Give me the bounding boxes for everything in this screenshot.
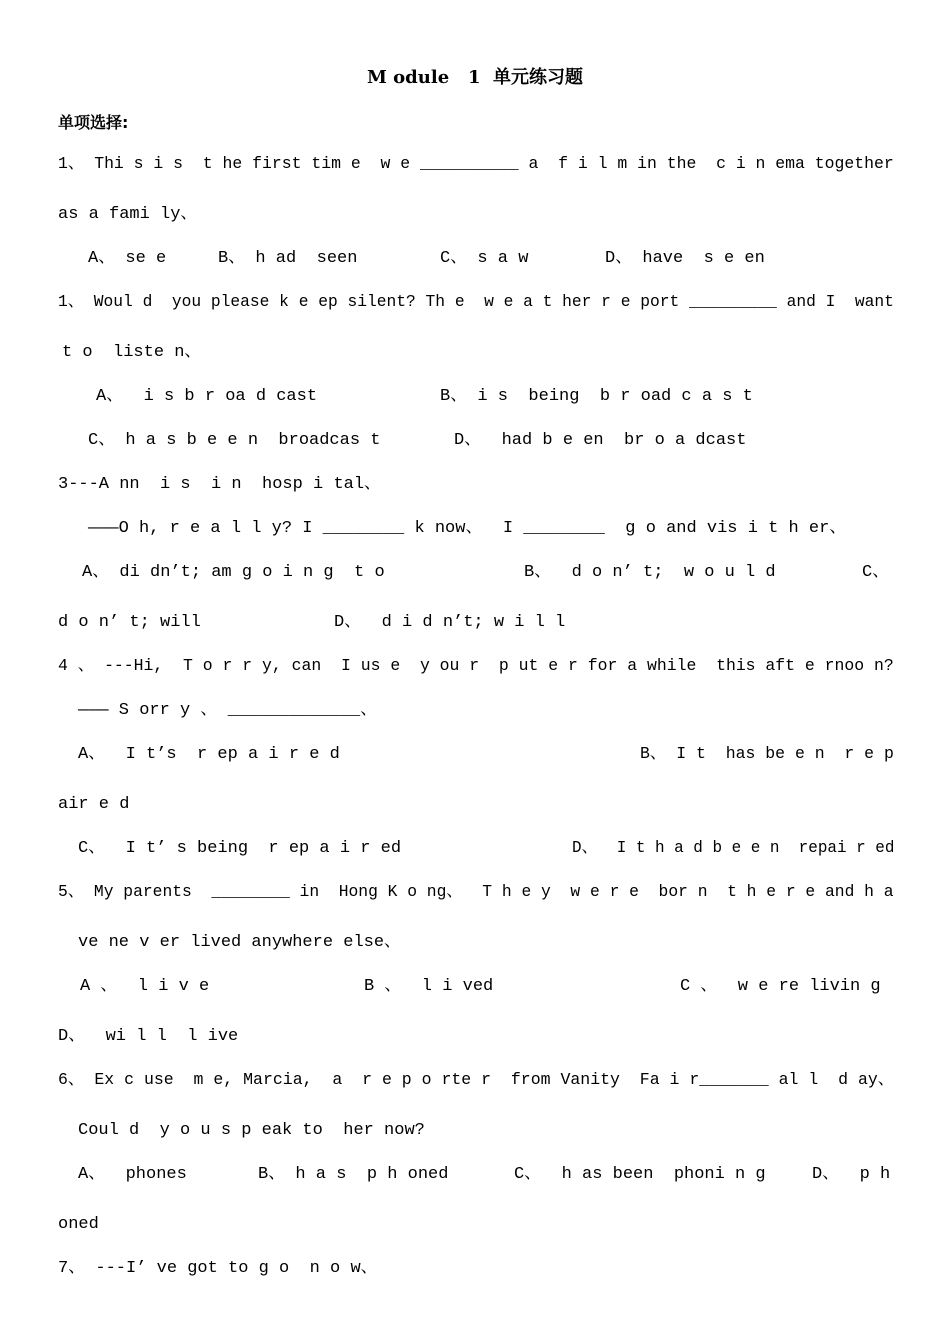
option-b: B、 d o n’ t; w o u l d (524, 563, 776, 582)
question-text: 1、 Thi s i s t he first tim e w e __________ a f i l m in the c i n ema together (58, 155, 894, 174)
option-d-text: oned (58, 1215, 99, 1234)
option-d: D、 p h (812, 1165, 891, 1184)
question-text: as a fami ly、 (58, 205, 198, 224)
option-c-text: d o n’ t; will (58, 613, 201, 632)
option-a: A、 I t’s r ep a i r e d (78, 745, 340, 764)
option-c: C、 h as been phoni n g (514, 1165, 766, 1184)
option-c: C、 I t’ s being r ep a i r ed (78, 839, 402, 858)
question-text: t o liste n、 (62, 343, 202, 362)
question-1-continued (0, 203, 950, 227)
question-4 (0, 655, 950, 679)
option-a: A、 i s b r oa d cast (96, 387, 318, 406)
question-1 (0, 153, 950, 177)
question-text: 7、 ---I’ ve got to g o n o w、 (58, 1259, 378, 1278)
question-5-options-continued (0, 1025, 950, 1049)
option-d: D、 had b e en br o a dcast (454, 431, 747, 450)
question-2-continued (0, 341, 950, 365)
question-text: 4 、 ---Hi, T o r r y, can I us e y ou r p ut e r for a while this aft e rnoo n? (58, 657, 894, 676)
question-4-options-row-2 (0, 837, 950, 861)
question-text: Coul d y o u s p eak to her now? (78, 1121, 425, 1140)
option-a: A 、 l i v e (80, 977, 210, 996)
question-text: ——— S orr y 、 _____________、 (78, 701, 378, 720)
question-text: ———O h, r e a l l y? I ________ k now、 I ________ g o and vis i t h er、 (88, 519, 847, 538)
question-text: 1、 Woul d you please k e ep silent? Th e w e a t her r e port _________ and I want (58, 293, 894, 312)
question-3-options (0, 561, 950, 585)
question-2 (0, 291, 950, 315)
question-6-continued (0, 1119, 950, 1143)
question-6-options-continued (0, 1213, 950, 1237)
option-d: D、 wi l l l ive (58, 1027, 239, 1046)
question-6-options (0, 1163, 950, 1187)
option-d: D、 have s e en (605, 249, 765, 268)
question-7 (0, 1257, 950, 1281)
question-5-continued (0, 931, 950, 955)
option-b: B、 h ad seen (218, 249, 358, 268)
question-text: ve ne v er lived anywhere else、 (78, 933, 402, 952)
question-4-options-row-1 (0, 743, 950, 767)
question-3-options-continued (0, 611, 950, 635)
question-5 (0, 881, 950, 905)
question-5-options (0, 975, 950, 999)
question-2-options-row-2 (0, 429, 950, 453)
option-a: A、 phones (78, 1165, 187, 1184)
option-c: C 、 w e re livin g (680, 977, 881, 996)
option-a: A、 di dn’t; am g o i n g t o (82, 563, 385, 582)
page-title: M odule 1 单元练习题 (366, 67, 584, 88)
question-text: 6、 Ex c use m e, Marcia, a r e p o rte r from Vanity Fa i r_______ al l d ay、 (58, 1071, 895, 1090)
option-c: C、 h a s b e e n broadcas t (88, 431, 381, 450)
option-b: B、 i s being b r oad c a s t (440, 387, 753, 406)
option-b: B 、 l i ved (364, 977, 494, 996)
option-b: B、 h a s p h oned (258, 1165, 449, 1184)
question-3-dialogue (0, 517, 950, 541)
option-d: D、 I t h a d b e e n repai r ed (572, 839, 895, 858)
question-text: 5、 My parents ________ in Hong K o ng、 T h e y w e r e bor n t h e r e and h a (58, 883, 894, 902)
question-text: 3---A nn i s i n hosp i tal、 (58, 475, 382, 494)
option-b: B、 I t has be e n r e p (640, 745, 894, 764)
question-4-options-continued (0, 793, 950, 817)
option-c: C、 s a w (440, 249, 529, 268)
option-b-text: air e d (58, 795, 130, 814)
question-3 (0, 473, 950, 497)
question-4-dialogue (0, 699, 950, 723)
question-1-options (0, 247, 950, 271)
option-d: D、 d i d n’t; w i l l (334, 613, 566, 632)
option-c: C、 (862, 563, 890, 582)
section-heading: 单项选择: (58, 113, 129, 132)
question-2-options-row-1 (0, 385, 950, 409)
option-a: A、 se e (88, 249, 167, 268)
question-6 (0, 1069, 950, 1093)
